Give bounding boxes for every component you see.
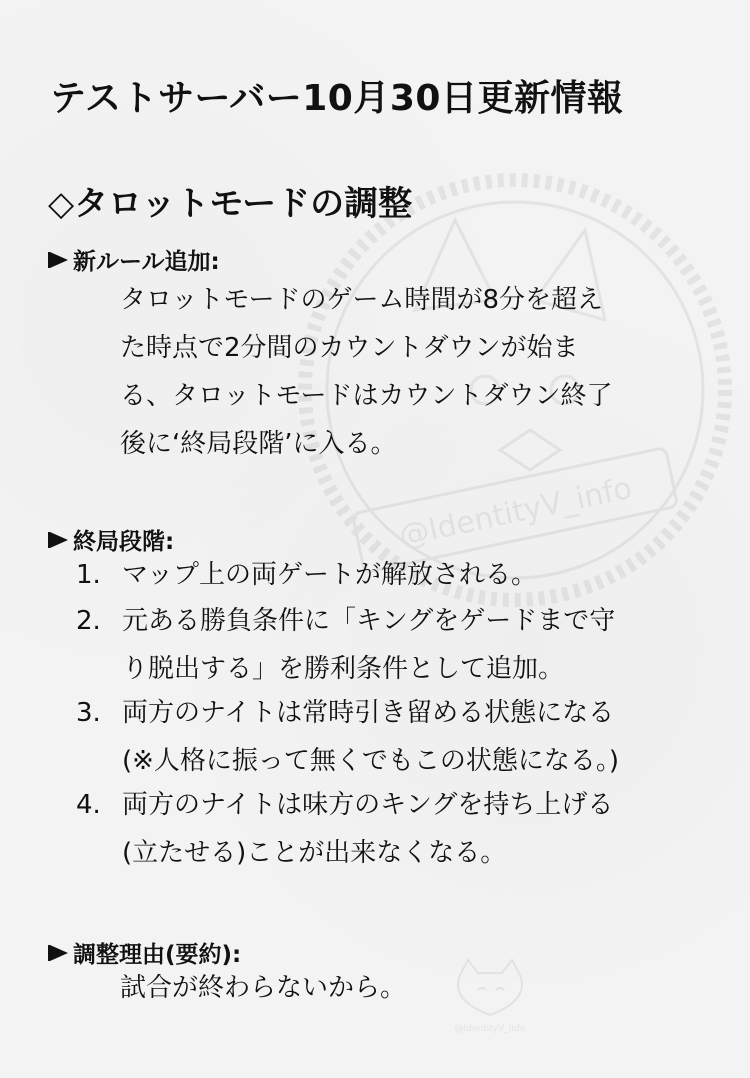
list-number: 4. [76, 790, 101, 820]
new-rule-line: タロットモードのゲーム時間が8分を超え [120, 285, 603, 315]
triangle-bullet-icon [50, 945, 68, 961]
triangle-bullet-icon [50, 532, 68, 548]
svg-text:@IdentityV_info: @IdentityV_info [454, 1024, 526, 1034]
new-rule-label: 新ルール追加: [73, 249, 220, 275]
reason-body [120, 964, 710, 1012]
new-rule-line: た時点で2分間のカウントダウンが始ま [120, 333, 579, 363]
list-item-line: り脱出する」を勝利条件として追加。 [122, 654, 565, 684]
list-item-line: 両方のナイトは味方のキングを持ち上げる [122, 790, 614, 820]
endgame-label: 終局段階: [73, 529, 175, 555]
new-rule-body [120, 276, 710, 468]
list-number: 1. [76, 560, 101, 590]
svg-text:@IdentityV_info: @IdentityV_info [396, 470, 635, 555]
reason-label: 調整理由(要約): [73, 942, 242, 968]
list-item-line: (※人格に振って無くでもこの状態になる。) [122, 746, 620, 776]
new-rule-line: る、タロットモードはカウントダウン終了 [120, 381, 613, 411]
list-item-line: (立たせる)ことが出来なくなる。 [122, 838, 507, 868]
triangle-bullet-icon [50, 252, 68, 268]
list-item-line: 両方のナイトは常時引き留める状態になる [122, 698, 615, 728]
list-item-line: マップ上の両ゲートが解放される。 [122, 560, 537, 590]
reason-text: 試合が終わらないから。 [120, 973, 407, 1003]
list-number: 2. [76, 606, 101, 636]
list-item-line: 元ある勝負条件に「キングをゲードまで守 [122, 606, 616, 636]
section-heading: ◇タロットモードの調整 [48, 184, 413, 224]
page-title: テストサーバー10月30日更新情報 [50, 78, 624, 119]
list-number: 3. [76, 698, 101, 728]
new-rule-heading [50, 243, 220, 276]
new-rule-line: 後に‘終局段階’に入る。 [120, 429, 397, 459]
